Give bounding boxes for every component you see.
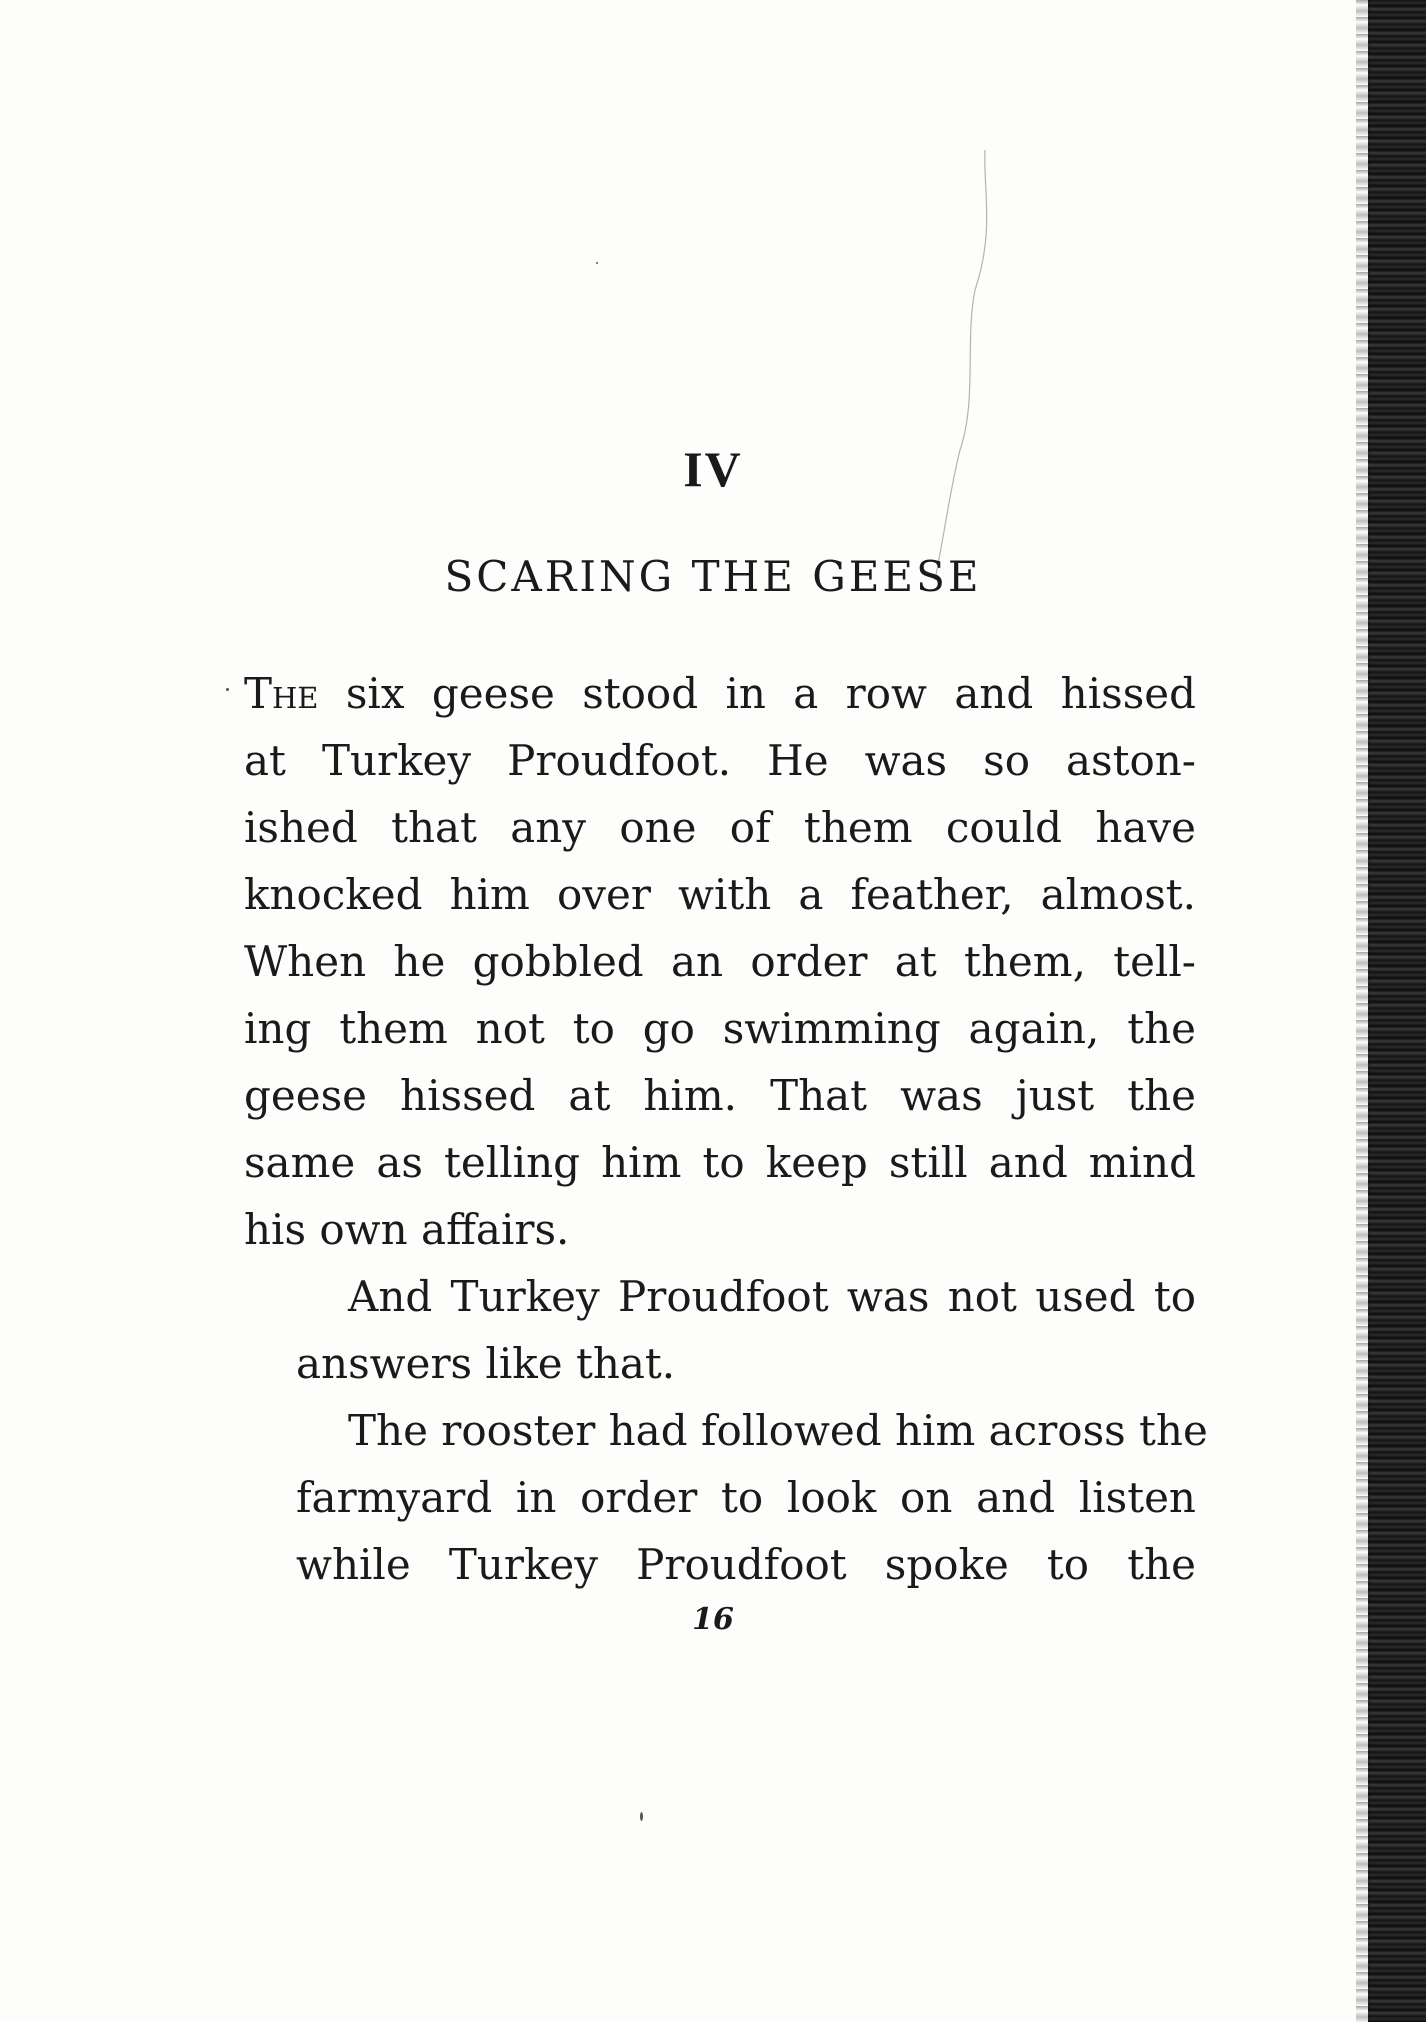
text-line: ing them not to go swimming again, the <box>244 1004 1196 1053</box>
text-line: farmyard in order to look on and listen <box>296 1473 1196 1522</box>
text-line: geese hissed at him. That was just the <box>244 1071 1196 1120</box>
drop-word: The <box>244 669 319 718</box>
text-line: The rooster had followed him across the <box>348 1406 1208 1455</box>
scan-speck <box>596 262 598 264</box>
text-line: answers like that. <box>296 1339 676 1388</box>
chapter-title: SCARING THE GEESE <box>444 552 982 601</box>
text-line: same as telling him to keep still and mind <box>244 1138 1196 1187</box>
scan-speck <box>226 688 229 691</box>
text-line: his own affairs. <box>244 1205 570 1254</box>
scan-crease-mark <box>905 150 1000 580</box>
text-line: while Turkey Proudfoot spoke to the <box>296 1540 1196 1589</box>
chapter-number: IV <box>683 441 743 497</box>
chapter-body <box>244 660 1208 1598</box>
text-line: ished that any one of them could have <box>244 803 1196 852</box>
text-line: knocked him over with a feather, almost. <box>244 870 1196 919</box>
text-line <box>244 660 1196 727</box>
scan-speck <box>640 1812 643 1821</box>
text-line: When he gobbled an order at them, tell- <box>244 937 1196 986</box>
paragraph-3 <box>244 1397 1208 1598</box>
page-number: 16 <box>692 1602 734 1637</box>
paragraph-1 <box>244 660 1196 1263</box>
paragraph-2 <box>244 1263 1196 1397</box>
text-line: at Turkey Proudfoot. He was so aston- <box>244 736 1196 785</box>
text-line: And Turkey Proudfoot was not used to <box>348 1272 1196 1321</box>
text-fragment: six geese stood in a row and hissed <box>318 669 1196 718</box>
binding-edge <box>1368 0 1426 2022</box>
